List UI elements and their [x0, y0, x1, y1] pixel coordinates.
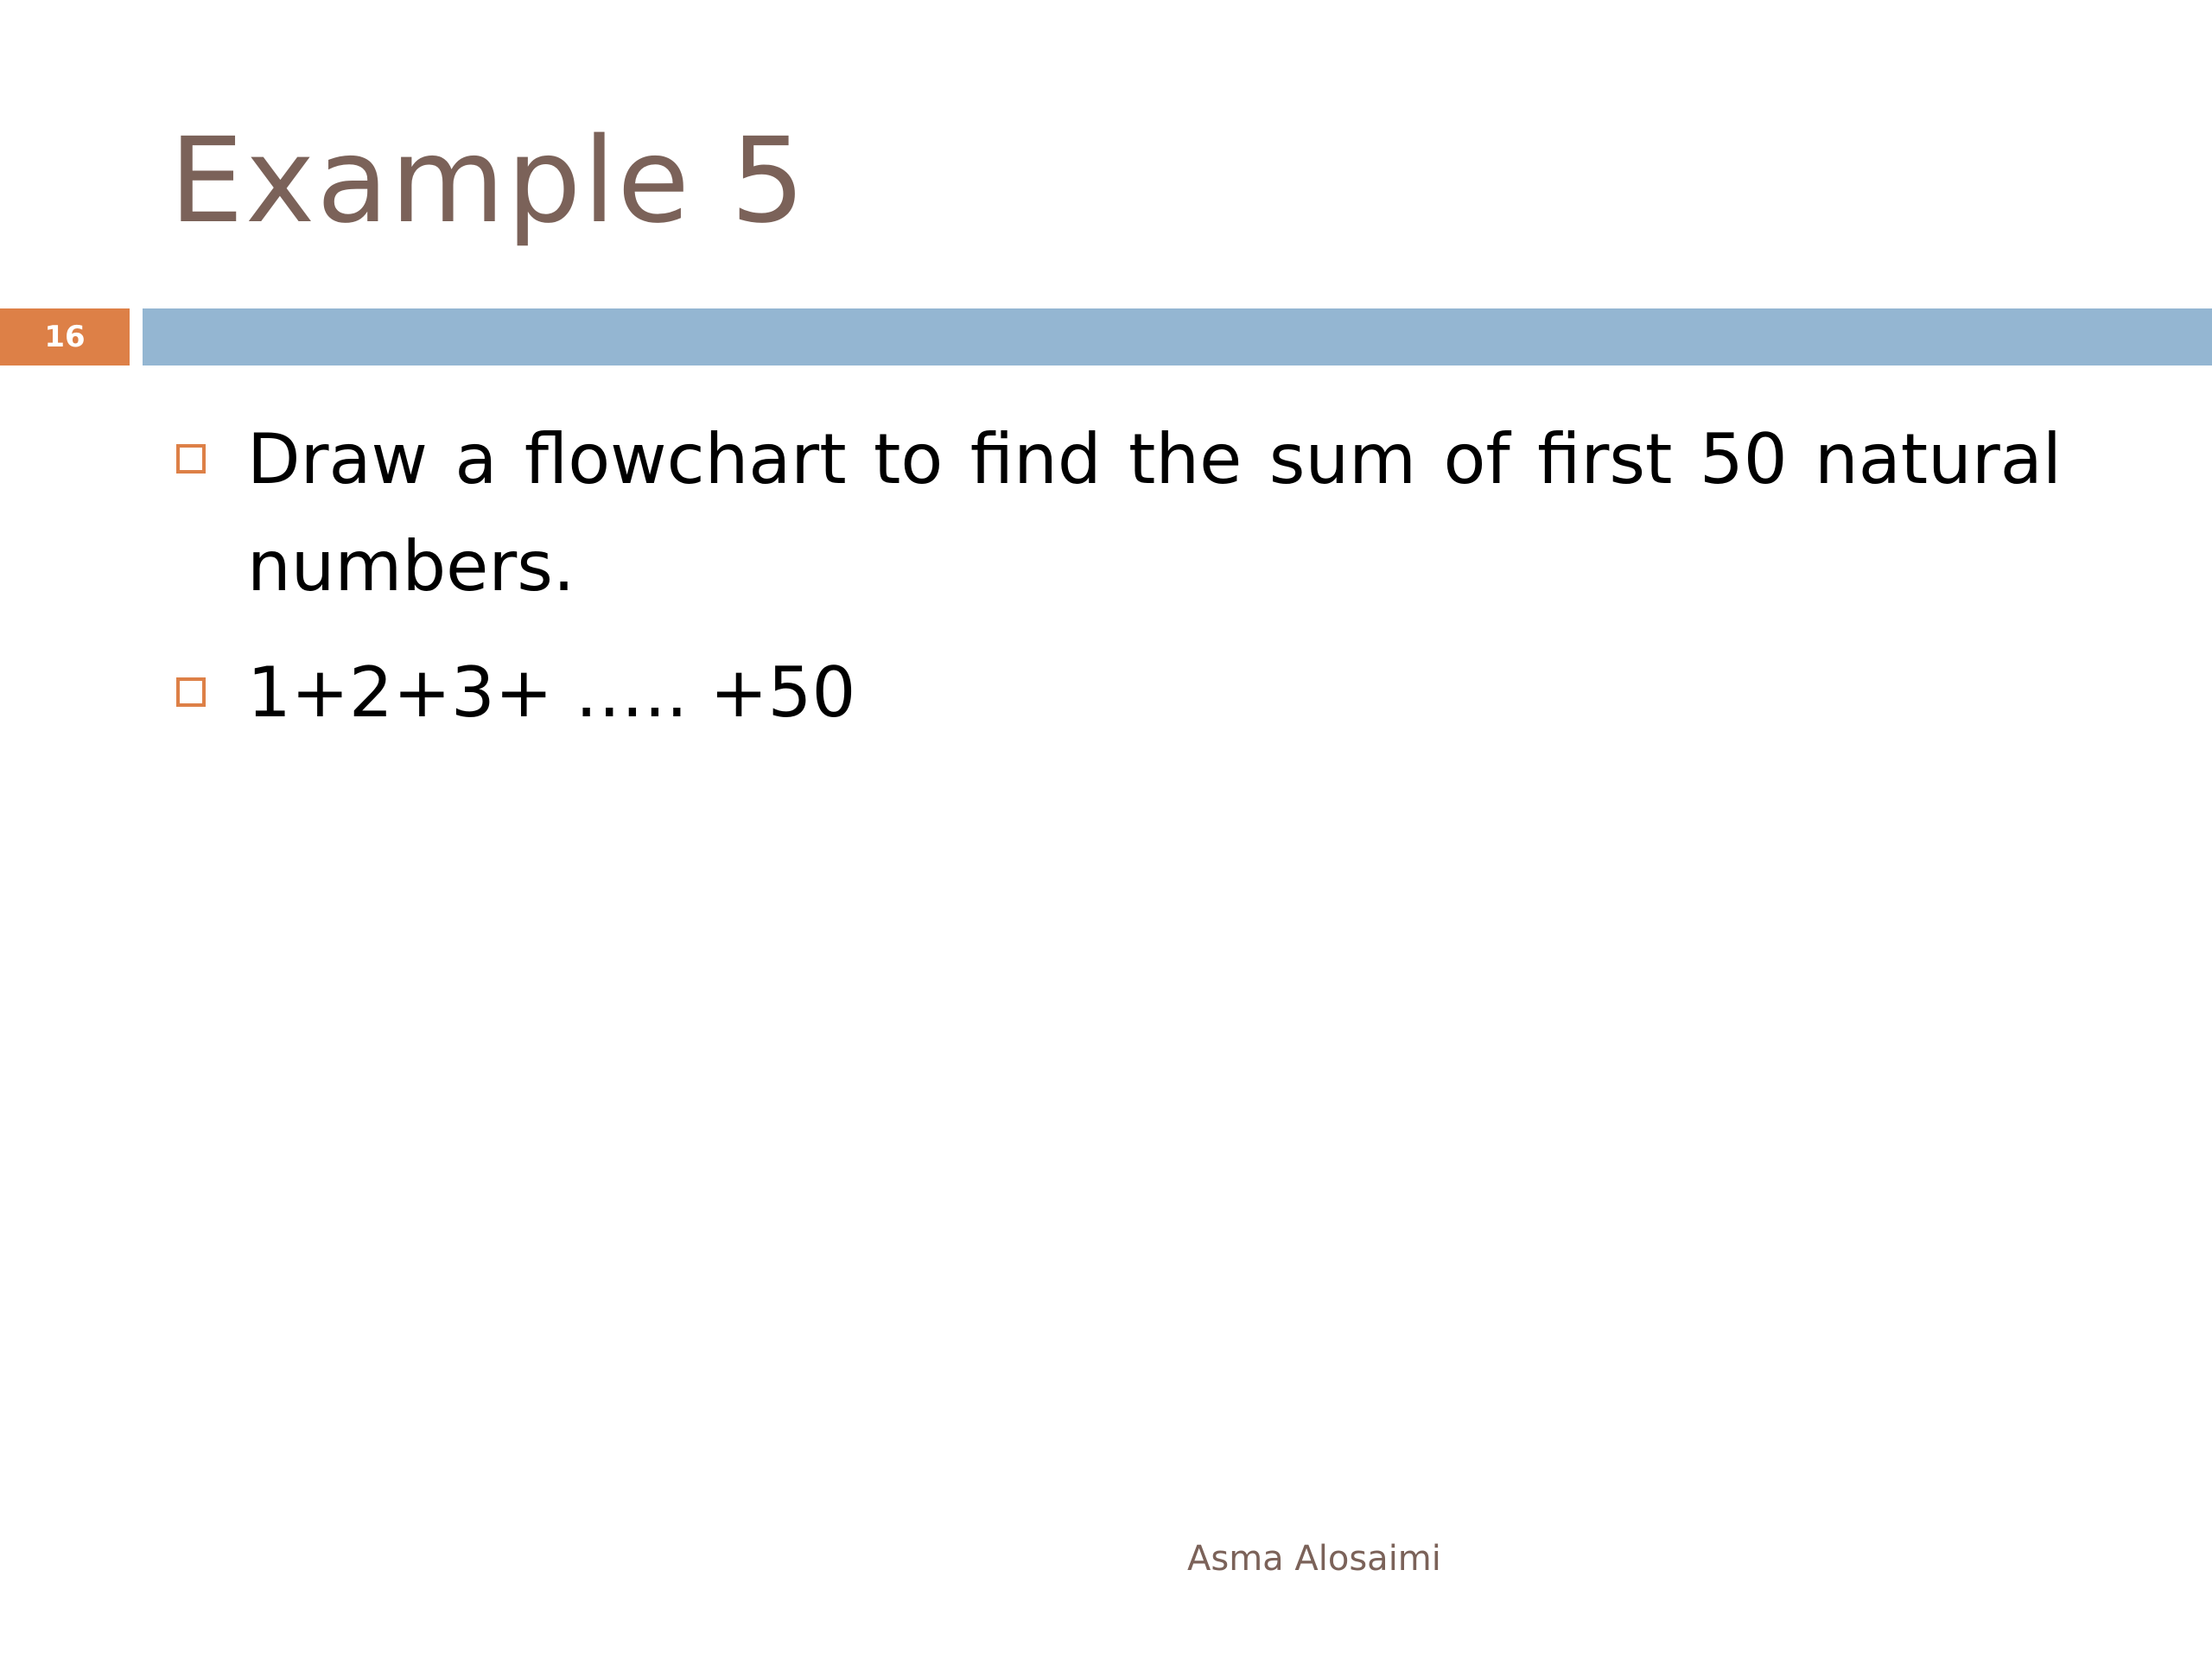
bullet-text: Draw a flowchart to find the sum of first 50 natural numbers.: [247, 419, 2062, 607]
square-bullet-icon: [176, 677, 206, 707]
header-divider-bar: [143, 308, 2212, 365]
footer-author: Asma Alosaimi: [1187, 1539, 1441, 1579]
bullet-item: [169, 406, 2062, 620]
square-bullet-icon: [176, 444, 206, 474]
bullet-item: [169, 639, 2070, 747]
bullet-text: 1+2+3+ ….. +50: [247, 652, 856, 733]
bullet-list: [169, 406, 2070, 766]
slide-number: 16: [44, 320, 86, 354]
slide-number-badge: [0, 308, 130, 365]
slide-title: Example 5: [169, 113, 807, 250]
